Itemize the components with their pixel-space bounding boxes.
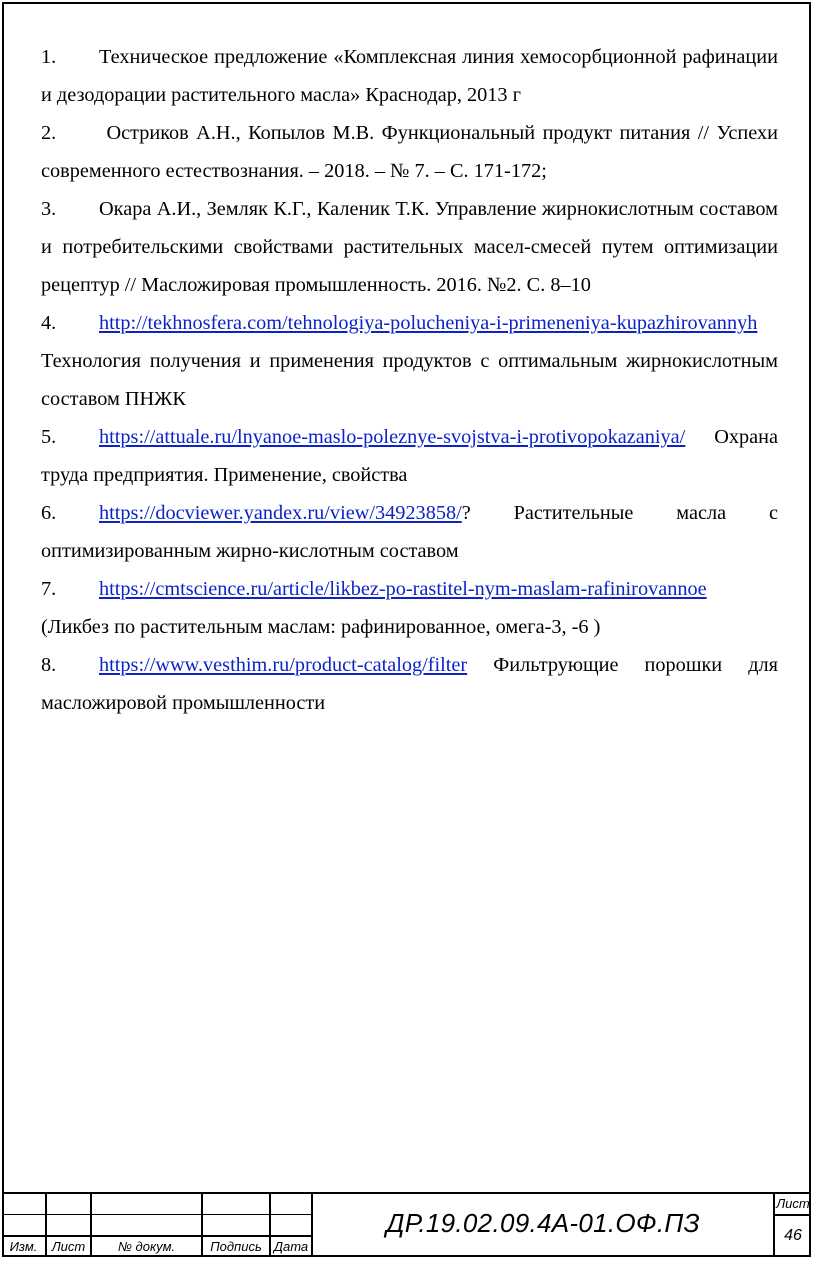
column-izm-label: Изм. xyxy=(9,1239,38,1254)
reference-text: Фильтрующие порошки для масложировой промышленности xyxy=(41,654,778,714)
reference-item-4 xyxy=(41,304,778,418)
reference-link[interactable]: https://docviewer.yandex.ru/view/34923858/ xyxy=(99,502,462,524)
reference-text: Техническое предложение «Комплексная линия хемосорбционной рафинации и дезодорации растительного масла» Краснодар, 2013 г xyxy=(41,46,778,106)
reference-number: 2. xyxy=(41,122,57,144)
reference-link[interactable]: https://cmtscience.ru/article/likbez-po-rastitel-nym-maslam-rafinirovannoe xyxy=(99,578,707,600)
column-sign-label: Подпись xyxy=(210,1239,262,1254)
reference-link[interactable]: https://attuale.ru/lnyanoe-maslo-poleznye-svojstva-i-protivopokazaniya/ xyxy=(99,426,686,448)
reference-number: 4. xyxy=(41,312,57,334)
reference-number: 1. xyxy=(41,46,57,68)
reference-link[interactable]: http://tekhnosfera.com/tehnologiya-polucheniya-i-primeneniya-kupazhirovannyh xyxy=(99,312,758,334)
title-block xyxy=(2,1192,811,1257)
reference-item-3 xyxy=(41,190,778,304)
sheet-label: Лист xyxy=(776,1196,810,1211)
reference-item-5 xyxy=(41,418,778,494)
reference-item-8 xyxy=(41,646,778,722)
reference-text: (Ликбез по растительным маслам: рафинированное, омега-3, -6 ) xyxy=(41,616,601,638)
column-list-label: Лист xyxy=(51,1239,86,1254)
reference-number: 5. xyxy=(41,426,57,448)
reference-text: ? Растительные масла с оптимизированным жирно-кислотным составом xyxy=(41,502,778,562)
reference-number: 6. xyxy=(41,502,57,524)
reference-link[interactable]: https://www.vesthim.ru/product-catalog/filter xyxy=(99,654,468,676)
reference-number: 8. xyxy=(41,654,57,676)
reference-text: Охрана труда предприятия. Применение, свойства xyxy=(41,426,778,486)
reference-number: 3. xyxy=(41,198,57,220)
reference-text: Технология получения и применения продуктов с оптимальным жирнокислотным составом ПНЖК xyxy=(41,350,778,410)
reference-number: 7. xyxy=(41,578,57,600)
column-doc-label: № докум. xyxy=(117,1239,176,1254)
reference-list xyxy=(41,38,778,722)
reference-item-7 xyxy=(41,570,778,646)
reference-item-1 xyxy=(41,38,778,114)
column-date-label: Дата xyxy=(273,1239,309,1254)
reference-text: Остриков А.Н., Копылов М.В. Функциональный продукт питания // Успехи современного естествознания. – 2018. – № 7. – С. 171-172; xyxy=(41,122,778,182)
sheet-number: 46 xyxy=(784,1227,802,1244)
reference-item-6 xyxy=(41,494,778,570)
reference-text: Окара А.И., Земляк К.Г., Каленик Т.К. Управление жирнокислотным составом и потребительскими свойствами растительных масел-смесей путем оптимизации рецептур // Масложировая промышленность. 2016. №2. С. 8–10 xyxy=(41,198,778,296)
document-code: ДР.19.02.09.4А-01.ОФ.ПЗ xyxy=(386,1208,700,1238)
reference-item-2 xyxy=(41,114,778,190)
